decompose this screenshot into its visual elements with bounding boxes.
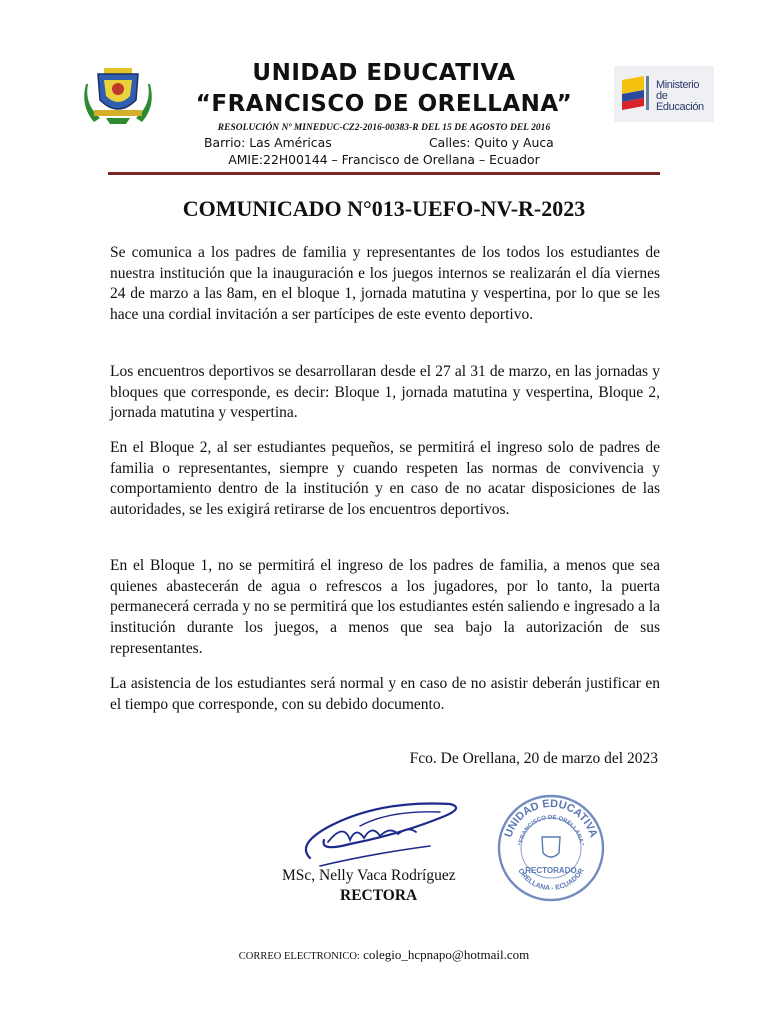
school-name-line1: UNIDAD EDUCATIVA [252, 60, 516, 86]
amie-line: AMIE:22H00144 – Francisco de Orellana – Ecuador [228, 152, 540, 167]
footer-email-line [0, 947, 768, 963]
barrio-text: Barrio: Las Américas [204, 135, 332, 150]
header-divider [108, 172, 660, 175]
body-paragraph-1: Se comunica a los padres de familia y representantes de los todos los estudiantes de nuestra institución que la inauguración e los juegos internos se realizarán el día viernes 24 de marzo a las 8am, en el bloque 1, jornada matutina y vespertina, por lo que se les hace una cordial invitación a ser partícipes de este evento deportivo. [110, 244, 660, 324]
body-paragraph-4: En el Bloque 1, no se permitirá el ingreso de los padres de familia, a menos que sea quienes abastecerán de agua o refrescos a los jugadores, por lo tanto, la puerta permanecerá cerrada y no se permitirá que los estudiantes estén saliendo e ingresado a la institución durante los juegos, a menos que sea bajo la autorización de sus representantes. [110, 557, 661, 657]
document-title: COMUNICADO N°013-UEFO-NV-R-2023 [182, 196, 586, 221]
body-paragraph-5: La asistencia de los estudiantes será normal y en caso de no asistir deberán justificar en el tiempo que corresponde, con su debido documento. [110, 675, 660, 713]
handwritten-signature [290, 796, 470, 876]
ministry-logo [614, 66, 714, 122]
body-paragraph-2: Los encuentros deportivos se desarrollaran desde el 27 al 31 de marzo, en las jornadas y bloques que corresponde, es decir: Bloque 1, jornada matutina y vespertina, Bloque 2, jornada matutina y vespertina. [110, 363, 660, 422]
seal-center-text: RECTORADO [525, 866, 577, 875]
seal-inner-text: “FRANCISCO DE ORELLANA” [518, 814, 584, 847]
school-crest-logo [80, 64, 156, 124]
seal-bottom-text: ORELLANA - ECUADOR [516, 867, 586, 893]
date-line: Fco. De Orellana, 20 de marzo del 2023 [409, 750, 658, 767]
svg-text:“FRANCISCO DE ORELLANA” [518, 815, 584, 846]
seal-top-text: UNIDAD EDUCATIVA [502, 797, 600, 840]
signer-name: MSc, Nelly Vaca Rodríguez [282, 867, 456, 884]
school-name-line2: “FRANCISCO DE ORELLANA” [195, 91, 573, 117]
body-paragraph-3: En el Bloque 2, al ser estudiantes pequeños, se permitirá el ingreso solo de padres de familia o representantes, siempre y cuando respeten las normas de convivencia y comportamiento dentro de la institución y en caso de no acatar disposiciones de las autoridades, se les exigirá retirarse de los encuentros deportivos. [110, 439, 660, 519]
ministry-label [656, 80, 714, 113]
footer-email-label: CORREO ELECTRONICO: [238, 951, 360, 962]
ministry-line1: Ministerio [656, 79, 700, 91]
calles-text: Calles: Quito y Auca [429, 135, 554, 150]
seal-coat-of-arms-icon [542, 837, 560, 857]
resolution-line: RESOLUCIÓN Nº MINEDUC-CZ2-2016-00383-R DEL 15 DE AGOSTO DEL 2016 [217, 123, 551, 133]
footer-email-address: colegio_hcpnapo@hotmail.com [363, 947, 530, 962]
official-seal [496, 793, 606, 903]
signer-role: RECTORA [340, 887, 418, 904]
ecuador-flag-icon [622, 76, 650, 110]
ministry-line2: de Educación [656, 90, 704, 113]
